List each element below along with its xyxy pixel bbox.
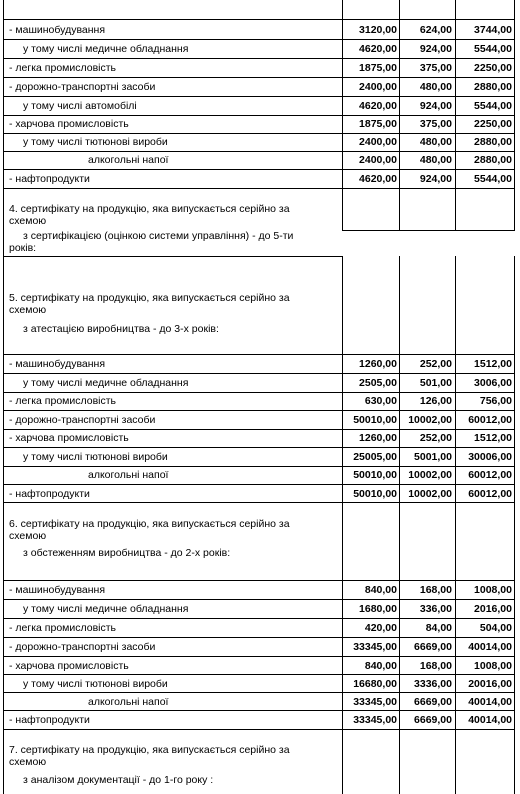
row-label: - машинобудування [9, 584, 106, 596]
section-heading [9, 518, 339, 559]
row-label: - харчова промисловість [9, 118, 129, 130]
total-value: 20016,00 [468, 678, 512, 690]
vat-value: 480,00 [419, 81, 452, 93]
row-divider [3, 169, 515, 170]
fee-value: 2400,00 [359, 81, 397, 93]
fee-value: 4620,00 [359, 173, 397, 185]
fee-value: 1680,00 [359, 603, 397, 615]
fee-value: 50010,00 [353, 488, 397, 500]
total-value: 2250,00 [474, 118, 512, 130]
row-divider [3, 599, 515, 600]
section-heading-line: схемою [9, 756, 47, 768]
row-label: - дорожно-транспортні засоби [9, 641, 156, 653]
fee-value: 4620,00 [359, 100, 397, 112]
row-divider [3, 256, 343, 257]
row-divider [3, 618, 515, 619]
total-value: 40014,00 [468, 696, 512, 708]
row-divider [3, 484, 515, 485]
fee-value: 420,00 [364, 622, 397, 634]
row-label: у тому числі тютюнові вироби [23, 678, 168, 690]
row-divider [3, 729, 515, 730]
total-value: 40014,00 [468, 714, 512, 726]
fee-value: 840,00 [364, 660, 397, 672]
row-label: - легка промисловість [9, 622, 117, 634]
section-heading-line: схемою [9, 530, 47, 542]
total-value: 2880,00 [474, 154, 512, 166]
row-divider [3, 710, 515, 711]
total-value: 2880,00 [474, 81, 512, 93]
total-value: 1008,00 [474, 584, 512, 596]
total-value: 40014,00 [468, 641, 512, 653]
vat-value: 168,00 [419, 584, 452, 596]
row-divider [3, 115, 515, 116]
vat-value: 924,00 [419, 100, 452, 112]
row-divider [3, 77, 515, 78]
row-divider [3, 410, 515, 411]
total-value: 5544,00 [474, 43, 512, 55]
row-divider [342, 230, 515, 231]
row-divider [3, 692, 515, 693]
row-divider [3, 466, 515, 467]
column-divider [399, 256, 400, 794]
row-label: - нафтопродукти [9, 714, 90, 726]
section-heading [9, 292, 339, 335]
vat-value: 84,00 [425, 622, 452, 634]
total-value: 2880,00 [474, 136, 512, 148]
total-value: 2016,00 [474, 603, 512, 615]
row-label: - машинобудування [9, 358, 106, 370]
fee-value: 25005,00 [353, 451, 397, 463]
total-value: 60012,00 [468, 488, 512, 500]
fee-value: 4620,00 [359, 43, 397, 55]
row-label: - машинобудування [9, 24, 106, 36]
fee-value: 33345,00 [353, 714, 397, 726]
total-value: 3744,00 [474, 24, 512, 36]
row-label: - легка промисловість [9, 62, 117, 74]
fee-value: 840,00 [364, 584, 397, 596]
section-subheading: з сертифікацією (оцінкою системи управління) - до 5-ти [23, 230, 294, 242]
fee-value: 1260,00 [359, 358, 397, 370]
row-divider [3, 392, 515, 393]
section-heading-line: схемою [9, 215, 47, 227]
vat-value: 624,00 [419, 24, 452, 36]
row-divider [3, 58, 515, 59]
total-value: 30006,00 [468, 451, 512, 463]
fee-value: 33345,00 [353, 696, 397, 708]
vat-value: 6669,00 [414, 696, 452, 708]
row-label: алкогольні напої [88, 696, 169, 708]
fee-value: 1875,00 [359, 118, 397, 130]
vat-value: 375,00 [419, 62, 452, 74]
total-value: 1512,00 [474, 358, 512, 370]
section-subheading: з обстеженням виробництва - до 2-х років: [23, 547, 231, 559]
row-divider [3, 447, 515, 448]
vat-value: 336,00 [419, 603, 452, 615]
row-divider [3, 188, 515, 189]
total-value: 504,00 [479, 622, 512, 634]
vat-value: 480,00 [419, 136, 452, 148]
row-divider [3, 637, 515, 638]
vat-value: 6669,00 [414, 641, 452, 653]
vat-value: 924,00 [419, 43, 452, 55]
total-value: 2250,00 [474, 62, 512, 74]
row-label: у тому числі тютюнові вироби [23, 451, 168, 463]
row-label: у тому числі медичне обладнання [23, 377, 189, 389]
vat-value: 924,00 [419, 173, 452, 185]
section-subheading: з атестацією виробництва - до 3-х років: [23, 323, 219, 335]
row-label: алкогольні напої [88, 154, 169, 166]
fee-value: 1875,00 [359, 62, 397, 74]
fee-value: 2400,00 [359, 136, 397, 148]
table-border-right [514, 256, 515, 794]
fee-value: 16680,00 [353, 678, 397, 690]
section-heading-line: 6. сертифікату на продукцію, яка випускається серійно за [9, 518, 290, 530]
vat-value: 168,00 [419, 660, 452, 672]
row-label: алкогольні напої [88, 469, 169, 481]
vat-value: 3336,00 [414, 678, 452, 690]
section-heading [9, 744, 339, 786]
total-value: 1008,00 [474, 660, 512, 672]
section-heading-line: 7. сертифікату на продукцію, яка випускається серійно за [9, 744, 290, 756]
row-label: - дорожно-транспортні засоби [9, 414, 156, 426]
row-divider [3, 96, 515, 97]
section-heading-line: 5. сертифікату на продукцію, яка випускається серійно за [9, 292, 290, 304]
row-divider [3, 19, 515, 20]
total-value: 60012,00 [468, 414, 512, 426]
row-divider [3, 39, 515, 40]
fee-value: 50010,00 [353, 414, 397, 426]
row-divider [3, 674, 515, 675]
fee-value: 1260,00 [359, 432, 397, 444]
vat-value: 10002,00 [408, 469, 452, 481]
row-divider [3, 151, 515, 152]
total-value: 5544,00 [474, 173, 512, 185]
section-heading-line: схемою [9, 304, 47, 316]
row-label: - харчова промисловість [9, 660, 129, 672]
row-label: у тому числі автомобілі [23, 100, 137, 112]
row-label: - дорожно-транспортні засоби [9, 81, 156, 93]
total-value: 60012,00 [468, 469, 512, 481]
row-divider [3, 656, 515, 657]
vat-value: 6669,00 [414, 714, 452, 726]
section-subheading: років: [9, 242, 37, 254]
vat-value: 252,00 [419, 432, 452, 444]
total-value: 3006,00 [474, 377, 512, 389]
vat-value: 5001,00 [414, 451, 452, 463]
row-label: у тому числі медичне обладнання [23, 43, 189, 55]
section-subheading: з аналізом документації - до 1-го року : [23, 774, 214, 786]
fee-value: 50010,00 [353, 469, 397, 481]
vat-value: 501,00 [419, 377, 452, 389]
fee-value: 33345,00 [353, 641, 397, 653]
vat-value: 10002,00 [408, 414, 452, 426]
row-divider [3, 502, 515, 503]
row-label: у тому числі медичне обладнання [23, 603, 189, 615]
row-label: у тому числі тютюнові вироби [23, 136, 168, 148]
total-value: 756,00 [479, 395, 512, 407]
vat-value: 252,00 [419, 358, 452, 370]
section-heading-line: 4. сертифікату на продукцію, яка випускається серійно за [9, 203, 290, 215]
vat-value: 480,00 [419, 154, 452, 166]
row-divider [3, 133, 515, 134]
section-heading [9, 203, 339, 254]
fee-value: 630,00 [364, 395, 397, 407]
row-divider [3, 429, 515, 430]
row-divider [3, 580, 515, 581]
vat-value: 126,00 [419, 395, 452, 407]
fee-value: 2400,00 [359, 154, 397, 166]
row-label: - харчова промисловість [9, 432, 129, 444]
vat-value: 10002,00 [408, 488, 452, 500]
vat-value: 375,00 [419, 118, 452, 130]
row-label: - нафтопродукти [9, 488, 90, 500]
row-label: - легка промисловість [9, 395, 117, 407]
row-divider [3, 354, 515, 355]
fee-value: 3120,00 [359, 24, 397, 36]
total-value: 5544,00 [474, 100, 512, 112]
total-value: 1512,00 [474, 432, 512, 444]
fee-value: 2505,00 [359, 377, 397, 389]
row-label: - нафтопродукти [9, 173, 90, 185]
row-divider [3, 373, 515, 374]
